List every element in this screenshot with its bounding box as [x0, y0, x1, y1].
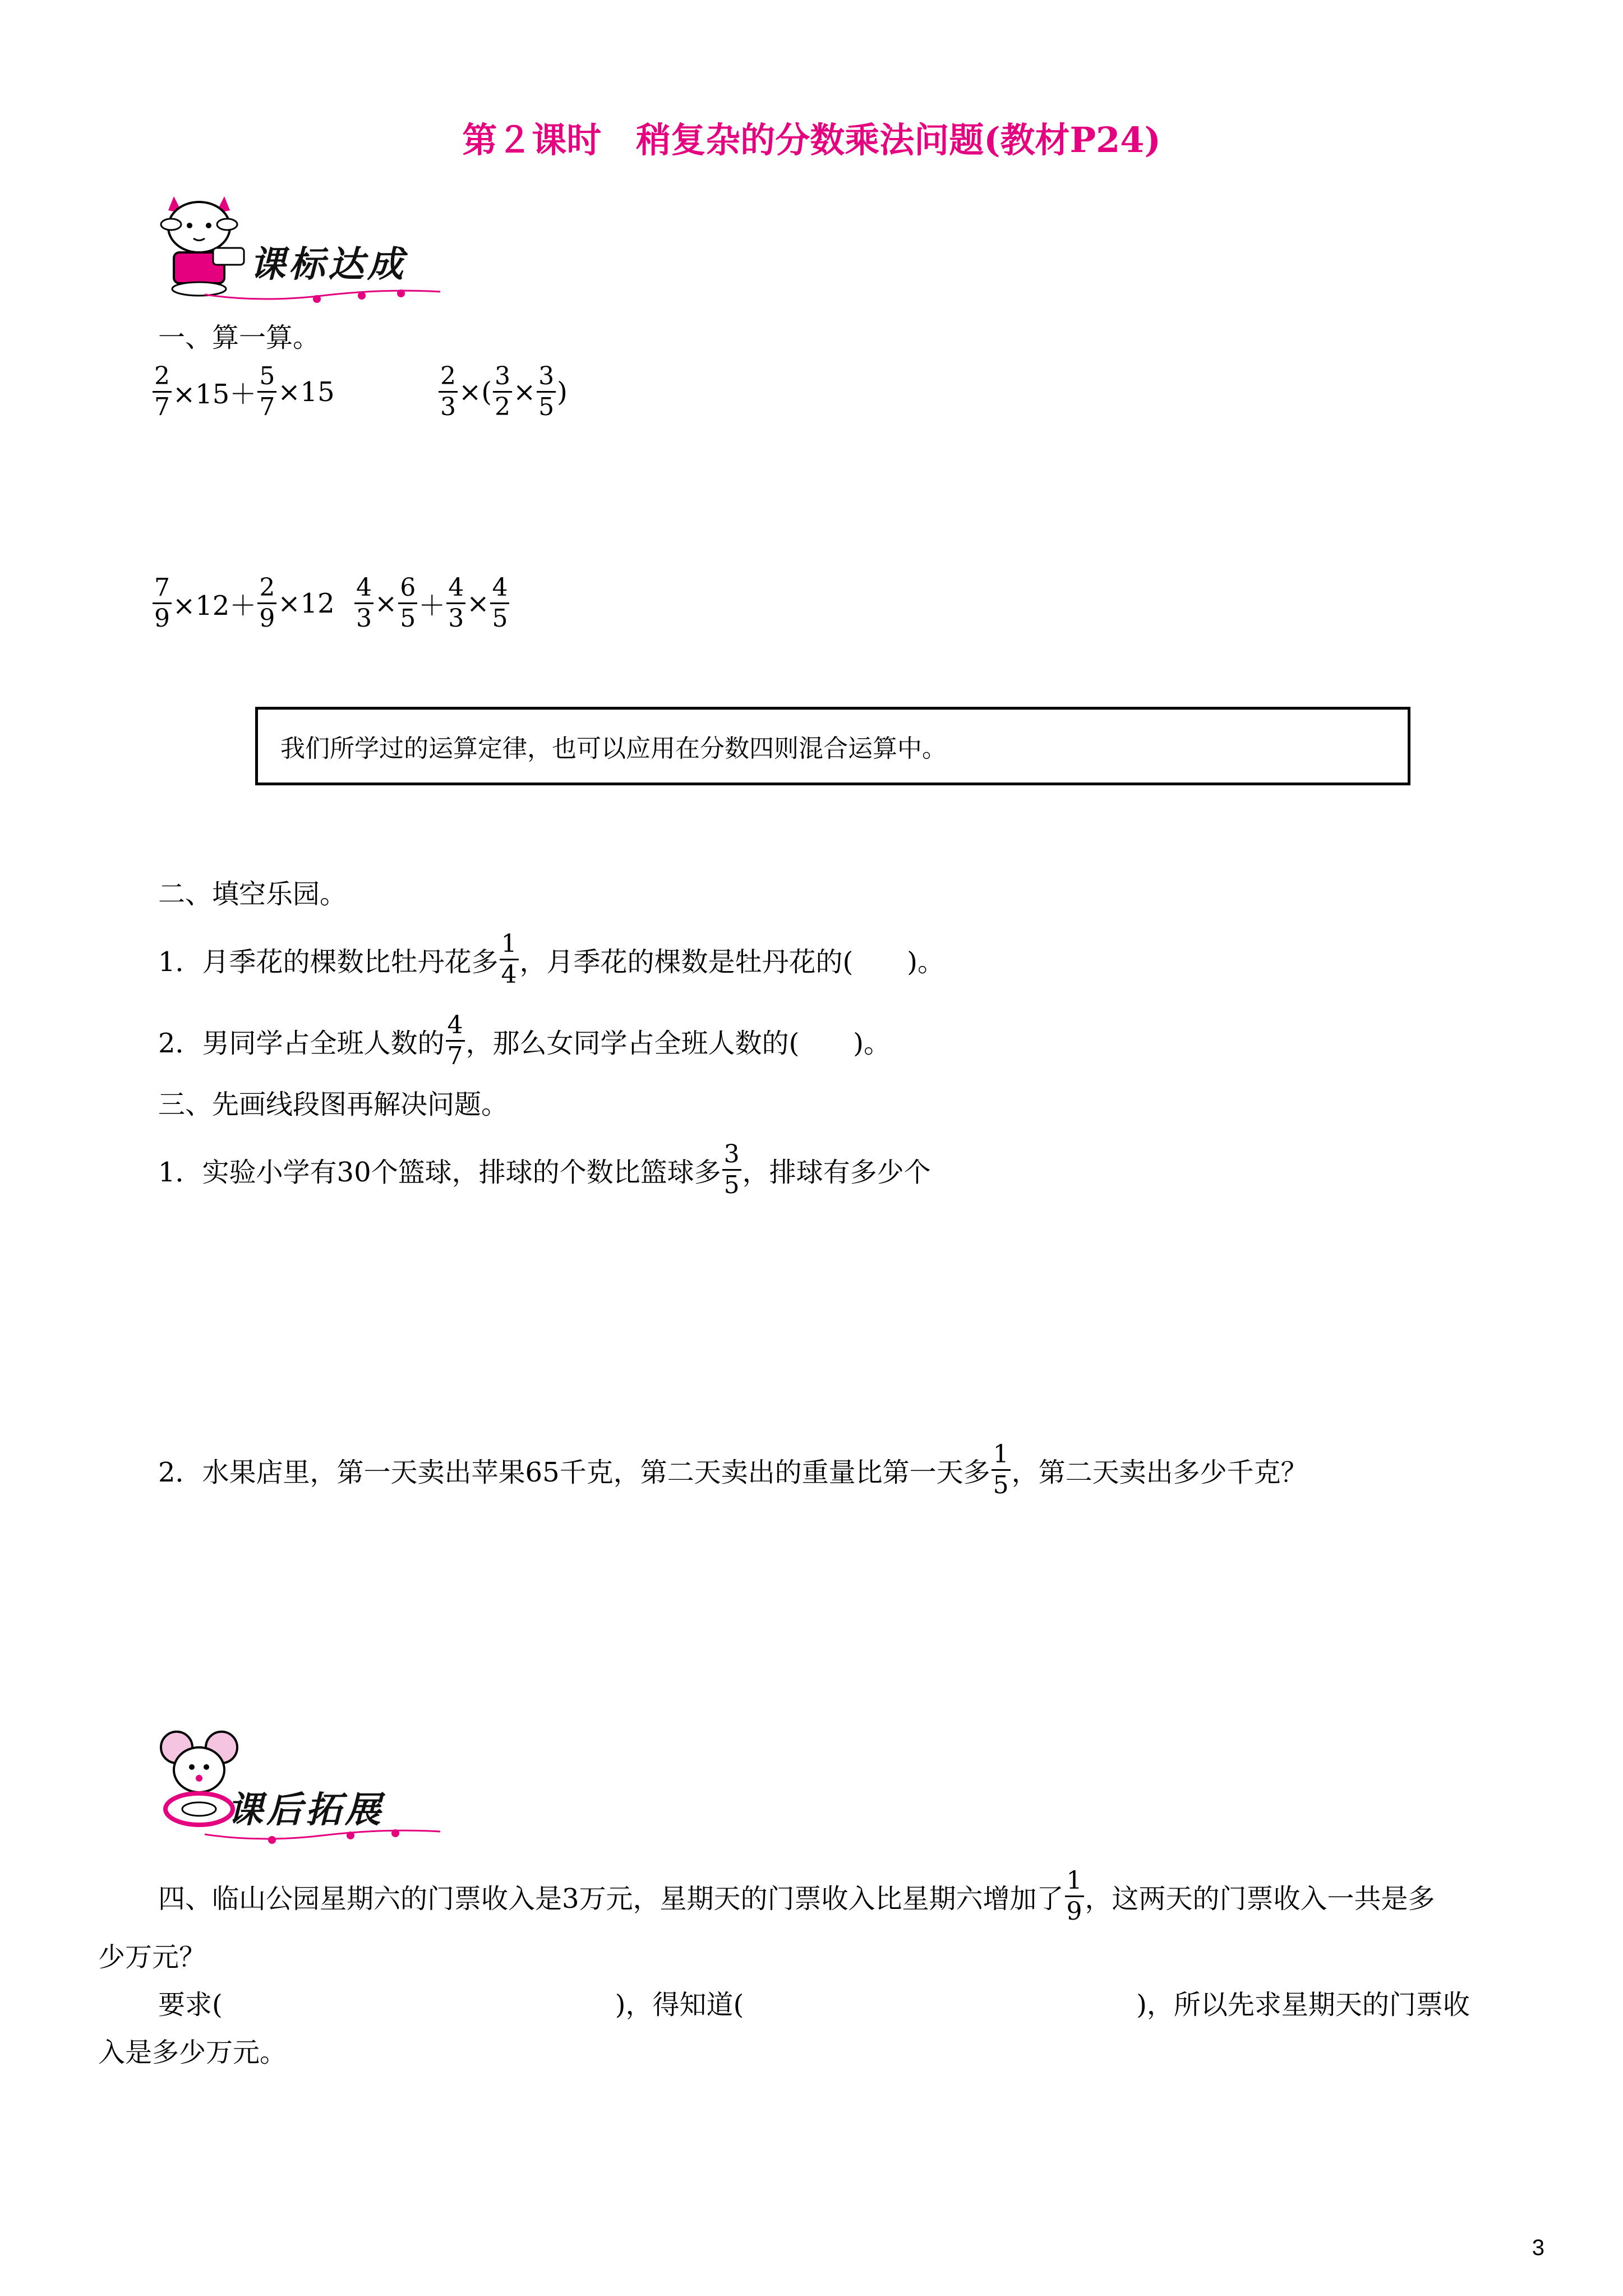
tip-box — [255, 707, 1410, 785]
part4-hint-line: 要求( )，得知道( )，所以先求星期天的门票收 — [158, 1989, 1470, 2021]
fraction: $\frac{4}{3}$ — [446, 575, 465, 632]
fraction: $\frac{4}{7}$ — [446, 1013, 465, 1069]
expression-4: $\frac{4}{3}$ × $\frac{6}{5}$ ＋ $\frac{4}{3}$ × $\frac{4}{5}$ — [353, 575, 510, 632]
fraction: $\frac{4}{3}$ — [354, 575, 374, 632]
part4-question-line1: 四、临山公园星期六的门票收入是3万元，星期天的门票收入比星期六增加了 $\frac{1}{9}$ ，这两天的门票收入一共是多 — [158, 1866, 1435, 1926]
part1-heading: 一、算一算。 — [158, 322, 320, 353]
part3-heading: 三、先画线段图再解决问题。 — [158, 1089, 509, 1120]
fraction: $\frac{7}{9}$ — [153, 575, 172, 632]
expression-3: $\frac{7}{9}$ ×12＋ $\frac{2}{9}$ ×12 — [151, 575, 335, 632]
tip-text: 我们所学过的运算定律，也可以应用在分数四则混合运算中。 — [280, 734, 947, 763]
fraction: $\frac{2}{9}$ — [257, 575, 276, 632]
page-title: 第２课时 稍复杂的分数乘法问题(教材P24) — [462, 119, 1161, 160]
fraction: $\frac{4}{5}$ — [490, 575, 509, 632]
fraction: $\frac{3}{2}$ — [493, 364, 512, 420]
fraction: $\frac{2}{7}$ — [153, 364, 172, 420]
goat-mascot-icon — [151, 185, 247, 297]
fraction: $\frac{5}{7}$ — [257, 364, 276, 420]
fraction: $\frac{6}{5}$ — [398, 575, 417, 632]
part2-question-2: 2．男同学占全班人数的 $\frac{4}{7}$ ，那么女同学占全班人数的( )。 — [158, 1011, 891, 1071]
part2-question-1: 1．月季花的棵数比牡丹花多 $\frac{1}{4}$ ，月季花的棵数是牡丹花的( )。 — [158, 930, 945, 990]
fraction: $\frac{3}{5}$ — [722, 1142, 741, 1198]
fraction: $\frac{1}{9}$ — [1065, 1868, 1084, 1925]
section-title-standards: 课标达成 — [250, 244, 407, 286]
part4-question-line2: 少万元？ — [98, 1941, 206, 1973]
fraction: $\frac{1}{5}$ — [992, 1442, 1011, 1498]
part3-question-2: 2．水果店里，第一天卖出苹果65千克，第二天卖出的重量比第一天多 $\frac{1}{5}$ ，第二天卖出多少千克？ — [158, 1440, 1308, 1500]
part3-question-1: 1．实验小学有30个篮球，排球的个数比篮球多 $\frac{3}{5}$ ，排球有多少个 — [158, 1140, 931, 1200]
vine-decoration — [205, 283, 440, 311]
part2-heading: 二、填空乐园。 — [158, 878, 347, 910]
vine-decoration — [205, 1823, 440, 1851]
fraction: $\frac{3}{5}$ — [537, 364, 556, 420]
part4-hint-line2: 入是多少万元。 — [98, 2037, 287, 2068]
section-logo-standards — [151, 185, 443, 314]
page-number: 3 — [1532, 2235, 1544, 2260]
expression-2: $\frac{2}{3}$ ×( $\frac{3}{2}$ × $\frac{3}{5}$ ) — [437, 364, 568, 420]
section-logo-extension — [151, 1725, 443, 1854]
fraction: $\frac{1}{4}$ — [500, 931, 519, 988]
expression-1: $\frac{2}{7}$ ×15＋ $\frac{5}{7}$ ×15 — [151, 364, 335, 420]
fraction: $\frac{2}{3}$ — [439, 364, 458, 420]
section-title-extension: 课后拓展 — [227, 1789, 384, 1831]
